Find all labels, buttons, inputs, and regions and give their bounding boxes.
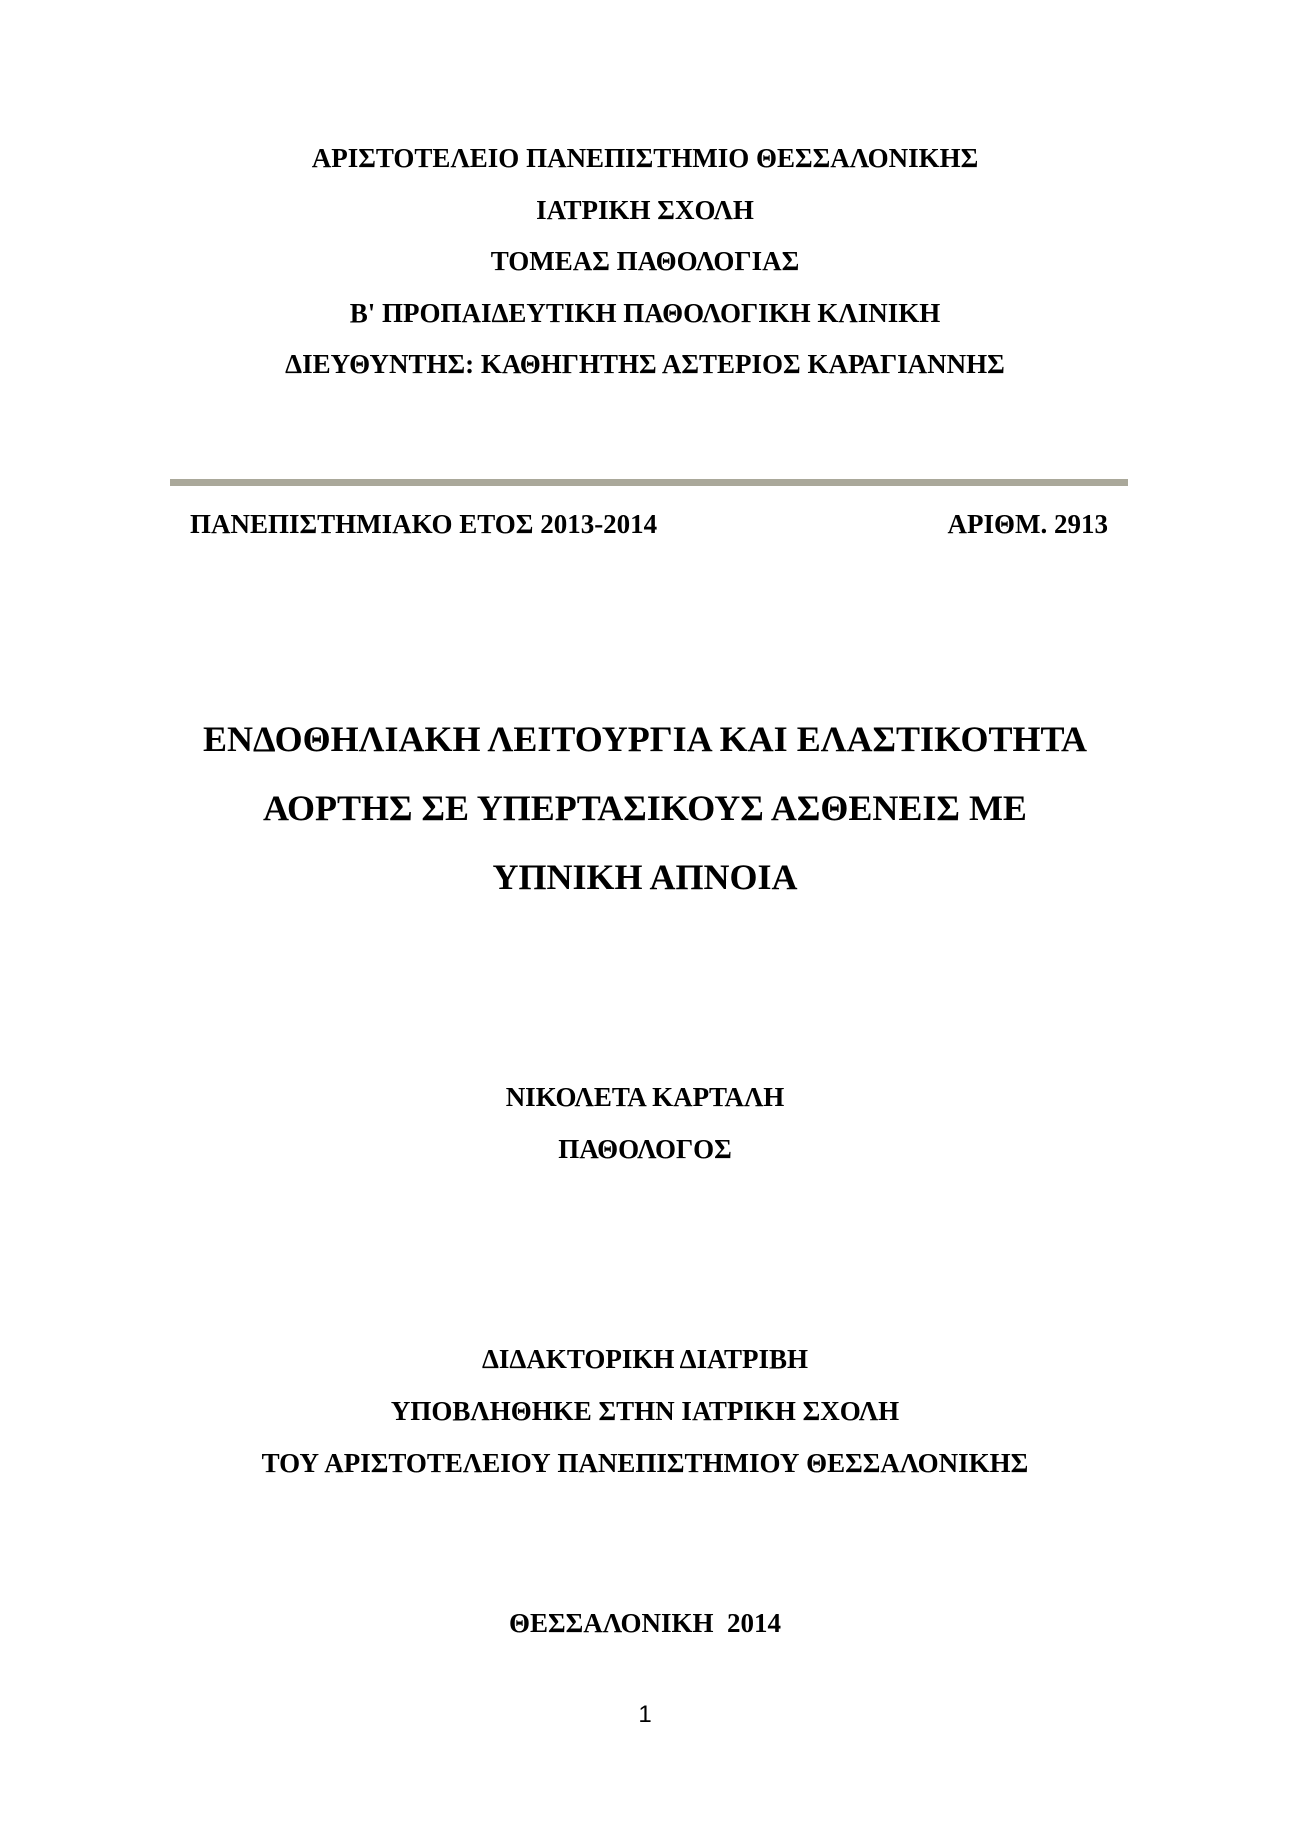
department-name: ΤΟΜΕΑΣ ΠΑΘΟΛΟΓΙΑΣ [490,246,800,276]
page-number: 1 [638,1701,652,1728]
author-role: ΠΑΘΟΛΟΓΟΣ [558,1134,732,1164]
university-name: ΑΡΙΣΤΟΤΕΛΕΙΟ ΠΑΝΕΠΙΣΤΗΜΙΟ ΘΕΣΣΑΛΟΝΙΚΗΣ [311,143,979,173]
horizontal-divider [170,479,1128,486]
thesis-institution: ΤΟΥ ΑΡΙΣΤΟΤΕΛΕΙΟΥ ΠΑΝΕΠΙΣΤΗΜΙΟΥ ΘΕΣΣΑΛΟΝΙΚΗΣ [261,1448,1029,1478]
title-line-1: ΕΝΔΟΘΗΛΙΑΚΗ ΛΕΙΤΟΥΡΓΙΑ ΚΑΙ ΕΛΑΣΤΙΚΟΤΗΤΑ [202,719,1088,759]
author-name: ΝΙΚΟΛΕΤΑ ΚΑΡΤΑΛΗ [505,1082,785,1112]
clinic-name: Β' ΠΡΟΠΑΙΔΕΥΤΙΚΗ ΠΑΘΟΛΟΓΙΚΗ ΚΛΙΝΙΚΗ [349,298,941,328]
place-date: ΘΕΣΣΑΛΟΝΙΚΗ 2014 [508,1608,782,1638]
academic-year: ΠΑΝΕΠΙΣΤΗΜΙΑΚΟ ΕΤΟΣ 2013-2014 [190,509,658,539]
thesis-type: ΔΙΔΑΚΤΟΡΙΚΗ ΔΙΑΤΡΙΒΗ [482,1344,808,1374]
thesis-submitted: ΥΠΟΒΛΗΘΗΚΕ ΣΤΗΝ ΙΑΤΡΙΚΗ ΣΧΟΛΗ [390,1396,900,1426]
title-line-2: ΑΟΡΤΗΣ ΣΕ ΥΠΕΡΤΑΣΙΚΟΥΣ ΑΣΘΕΝΕΙΣ ΜΕ [263,788,1027,828]
director-line: ΔΙΕΥΘΥΝΤΗΣ: ΚΑΘΗΓΗΤΗΣ ΑΣΤΕΡΙΟΣ ΚΑΡΑΓΙΑΝΝΗΣ [285,349,1005,379]
title-line-3: ΥΠΝΙΚΗ ΑΠΝΟΙΑ [492,857,798,897]
school-name: ΙΑΤΡΙΚΗ ΣΧΟΛΗ [536,195,754,225]
document-number: ΑΡΙΘΜ. 2913 [947,509,1108,539]
